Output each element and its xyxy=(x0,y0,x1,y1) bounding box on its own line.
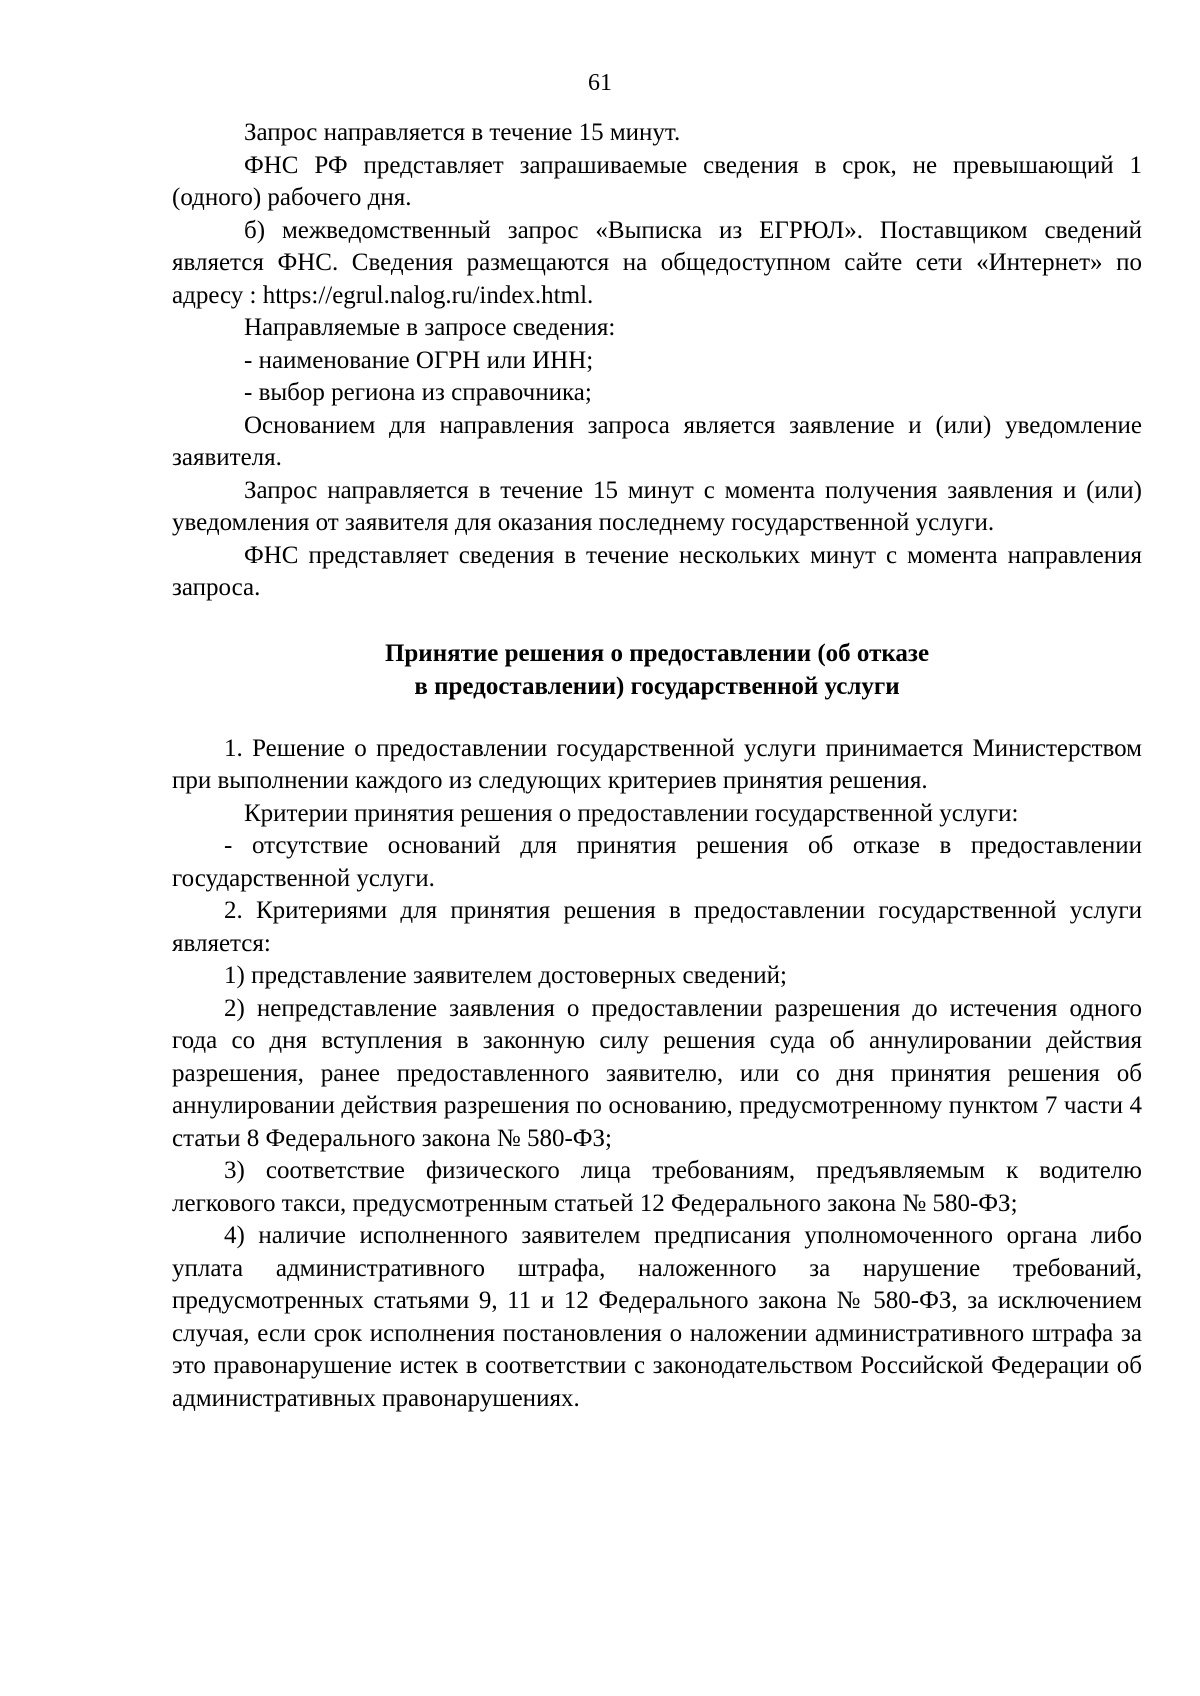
paragraph: Основанием для направления запроса является заявление и (или) уведомление заявителя. xyxy=(172,411,1142,471)
paragraph: Запрос направляется в течение 15 минут. xyxy=(244,119,681,146)
list-item: - наименование ОГРН или ИНН; xyxy=(244,346,594,374)
list-item: 2) непредставление заявления о предоставлении разрешения до истечения одного года со дня вступления в законную силу решения суда об аннулировании действия разрешения, ранее предоставленного заявителю, или со дня принятия решения об аннулировании действия разрешения по основанию, предусмотренному пунктом 7 части 4 статьи 8 Федерального закона № 580-ФЗ; xyxy=(172,994,1142,1152)
paragraph: Критерии принятия решения о предоставлении государственной услуги: xyxy=(244,799,1019,827)
paragraph: ФНС РФ представляет запрашиваемые сведения в срок, не превышающий 1 (одного) рабочего дня. xyxy=(172,151,1142,211)
paragraph: б) межведомственный запрос «Выписка из ЕГРЮЛ». Поставщиком сведений является ФНС. Сведения размещаются на общедоступном сайте сети «Интернет» по адресу : https://egrul.nalog.ru/index.html. xyxy=(172,216,1142,309)
paragraph: 1. Решение о предоставлении государственной услуги принимается Министерством при выполнении каждого из следующих критериев принятия решения. xyxy=(172,734,1142,794)
paragraph: ФНС представляет сведения в течение нескольких минут с момента направления запроса. xyxy=(172,541,1142,601)
list-item: - отсутствие оснований для принятия решения об отказе в предоставлении государственной услуги. xyxy=(172,832,1142,892)
page-number: 61 xyxy=(588,70,612,96)
section-heading-line: в предоставлении) государственной услуги xyxy=(414,672,900,700)
paragraph: 2. Критериями для принятия решения в предоставлении государственной услуги является: xyxy=(172,897,1142,957)
list-item: 1) представление заявителем достоверных сведений; xyxy=(224,962,787,989)
section-heading xyxy=(172,637,1142,703)
paragraph: Направляемые в запросе сведения: xyxy=(244,314,616,341)
section-heading-line: Принятие решения о предоставлении (об отказе xyxy=(384,639,930,667)
document-body xyxy=(172,117,1142,1415)
paragraph: Запрос направляется в течение 15 минут с момента получения заявления и (или) уведомления от заявителя для оказания последнему государственной услуги. xyxy=(172,476,1142,536)
list-item: - выбор региона из справочника; xyxy=(244,379,592,406)
list-item: 4) наличие исполненного заявителем предписания уполномоченного органа либо уплата административного штрафа, наложенного за нарушение требований, предусмотренных статьями 9, 11 и 12 Федерального закона № 580-ФЗ, за исключением случая, если срок исполнения постановления о наложении административного штрафа за это правонарушение истек в соответствии с законодательством Российской Федерации об административных правонарушениях. xyxy=(172,1222,1142,1412)
list-item: 3) соответствие физического лица требованиям, предъявляемым к водителю легкового такси, предусмотренным статьей 12 Федерального закона № 580-ФЗ; xyxy=(172,1157,1142,1217)
